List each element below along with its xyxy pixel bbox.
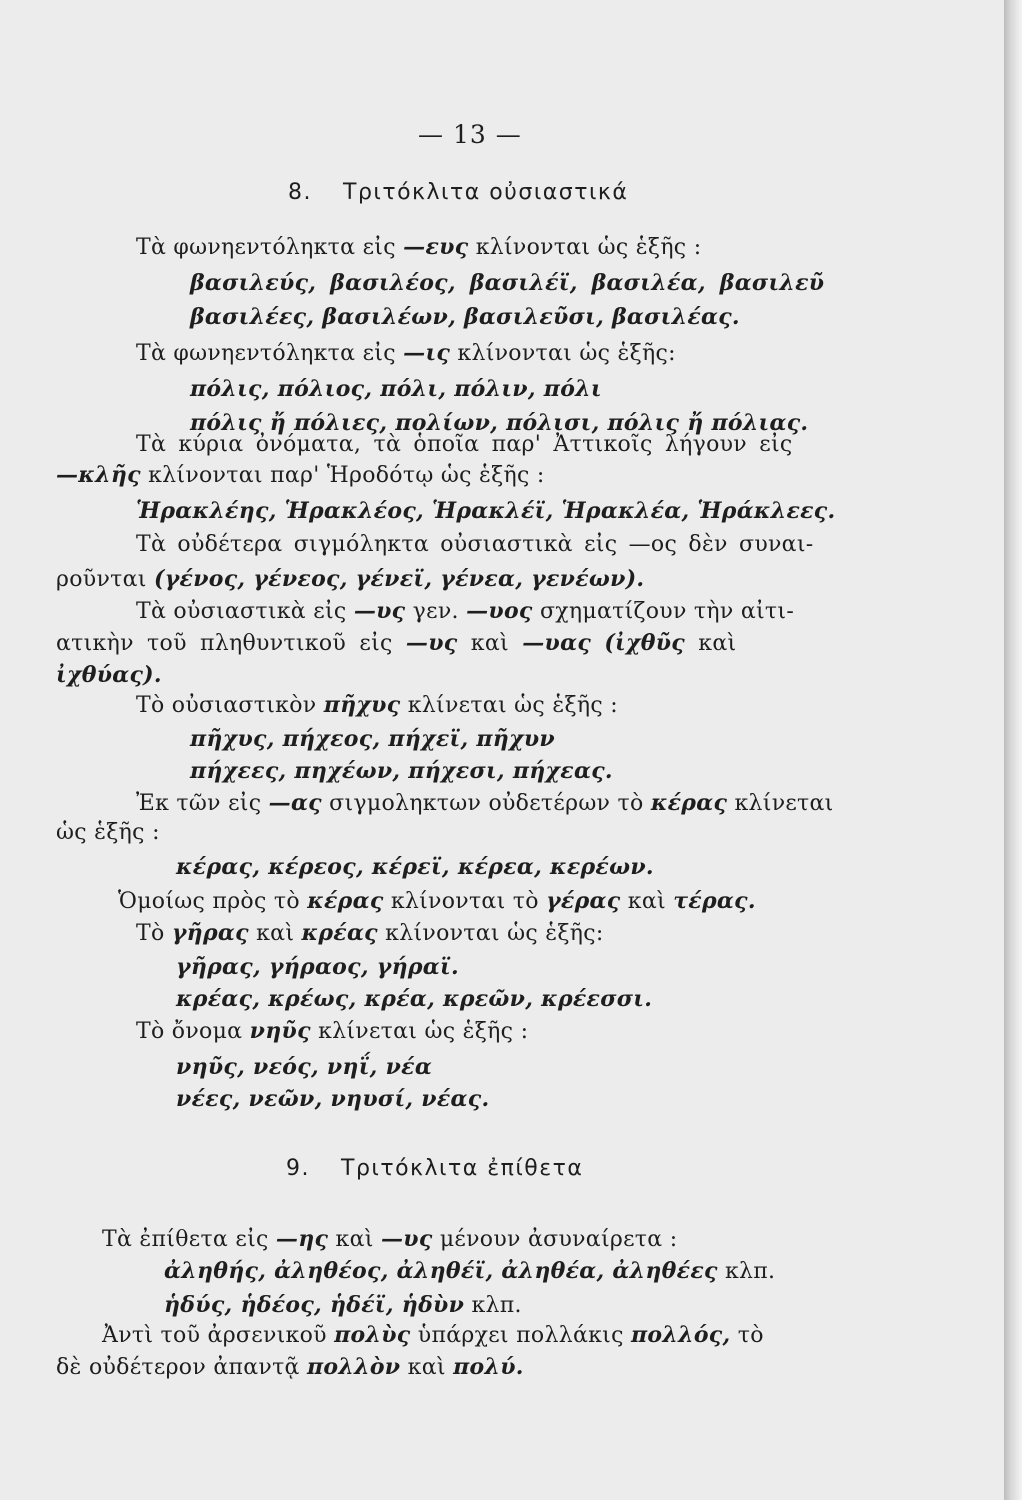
example-term: κέρας [307, 888, 384, 914]
declension-forms: ἡδύς, ἡδέος, ἡδέϊ, ἡδὺν [164, 1292, 465, 1318]
text-run: καὶ [256, 921, 295, 946]
text-run: Τὰ φωνηεντόληκτα εἰς [136, 235, 396, 260]
paragraph-line [56, 460, 545, 491]
declension-line: πόλις, πόλιος, πόλι, πόλιν, πόλι [190, 376, 602, 402]
example-term: γῆρας [171, 920, 249, 946]
text-run: ατικὴν τοῦ πληθυντικοῦ εἰς [56, 631, 393, 656]
text-run: κλίνονται ὡς ἑξῆς: [385, 921, 604, 946]
example-term: πολλός, [631, 1322, 731, 1348]
ending-term: —υος [466, 598, 533, 624]
text-run: γεν. [412, 599, 459, 624]
paragraph-line [136, 596, 794, 627]
text-run: Ἐκ τῶν εἰς [136, 791, 262, 816]
paragraph-line: Τὰ οὐδέτερα σιγμόληκτα οὐσιαστικὰ εἰς —ος δὲν συναι- [136, 532, 814, 557]
text-run: καὶ [470, 631, 509, 656]
paragraph-line: Τὰ κύρια ὀνόματα, τὰ ὁποῖα παρ' Ἀττικοῖς λήγουν εἰς [136, 432, 793, 457]
section-title: Τριτόκλιτα οὐσιαστικά [343, 180, 629, 205]
declension-line: κέρας, κέρεος, κέρεϊ, κέρεα, κερέων. [176, 854, 654, 880]
text-run: καὶ [698, 631, 737, 656]
example-term: ἰχθύας). [56, 662, 162, 688]
text-run: κλίνονται ὡς ἑξῆς : [475, 235, 702, 260]
text-run: Τὰ ἐπίθετα εἰς [102, 1227, 269, 1252]
page-number: — 13 — [418, 120, 522, 149]
example-term: νηῦς [249, 1018, 311, 1044]
text-run: σιγμοληκτων οὐδετέρων τὸ [329, 791, 644, 816]
text-run: κλίνονται παρ' Ἡροδότῳ ὡς ἑξῆς : [148, 463, 545, 488]
declension-line: πήχεες, πηχέων, πήχεσι, πήχεας. [190, 758, 613, 784]
text-run: σχηματίζουν τὴν αἰτι- [539, 599, 795, 624]
example-term: πολύ. [453, 1354, 524, 1380]
text-run: Τὸ οὐσιαστικὸν [136, 693, 317, 718]
text-run: Τὰ φωνηεντόληκτα εἰς [136, 341, 396, 366]
paragraph-line [136, 788, 834, 819]
ending-term: —υς [353, 598, 406, 624]
paragraph-line [136, 232, 701, 263]
paragraph-line [136, 1016, 528, 1047]
paragraph-line [136, 690, 618, 721]
section-heading [288, 178, 628, 208]
text-run: καὶ [627, 889, 666, 914]
ending-term: —υας [522, 630, 592, 656]
ending-term: —ης [275, 1226, 329, 1252]
declension-forms: ἀληθής, ἀληθέος, ἀληθέϊ, ἀληθέα, ἀληθέες [164, 1258, 718, 1284]
abbreviation: κλπ. [725, 1259, 776, 1284]
text-run: κλίνεται [734, 791, 834, 816]
section-number: 8. [288, 180, 312, 205]
text-run: ὑπάρχει πολλάκις [417, 1323, 624, 1348]
example-term: τέρας. [673, 888, 756, 914]
abbreviation: κλπ. [471, 1293, 522, 1318]
text-run: Τὸ [136, 921, 165, 946]
paragraph-line [56, 564, 644, 595]
example-term: γέρας [546, 888, 621, 914]
ending-term: —κλῆς [56, 462, 141, 488]
example-term: πολλὸν [307, 1354, 401, 1380]
paragraph-line [118, 886, 756, 917]
text-run: τὸ [737, 1323, 764, 1348]
text-run: Ὁμοίως πρὸς τὸ [118, 889, 300, 914]
declension-line: κρέας, κρέως, κρέα, κρεῶν, κρέεσσι. [176, 986, 653, 1012]
text-run: δὲ οὐδέτερον ἀπαντᾷ [56, 1355, 300, 1380]
page-edge [1004, 0, 1022, 1500]
text-run: κλίνονται τὸ [390, 889, 539, 914]
ending-term: —ις [403, 340, 451, 366]
declension-line: νέες, νεῶν, νηυσί, νέας. [176, 1086, 490, 1112]
paragraph-line: ὡς ἑξῆς : [56, 820, 160, 845]
declension-line: Ἡρακλέης, Ἡρακλέος, Ἡρακλέϊ, Ἡρακλέα, Ἡράκλεες. [136, 498, 836, 524]
paragraph-line [56, 628, 736, 659]
declension-line: νηῦς, νεός, νηΐ, νέα [176, 1054, 433, 1080]
text-run: μένουν ἀσυναίρετα : [439, 1227, 678, 1252]
declension-line: πόλις ἤ πόλιες, πολίων, πόλισι, πόλις ἤ πόλιας. [190, 410, 809, 436]
example-terms: (γένος, γένεος, γένεϊ, γένεα, γενέων). [153, 566, 645, 592]
paragraph-line [136, 338, 676, 369]
example-term: πῆχυς [323, 692, 401, 718]
ending-term: —υς [405, 630, 458, 656]
ending-term: —ευς [403, 234, 469, 260]
text-run: ροῦνται [56, 567, 147, 592]
declension-line: βασιλεύς, βασιλέος, βασιλέϊ, βασιλέα, βασιλεῦ [190, 270, 825, 296]
ending-term: —ας [268, 790, 322, 816]
text-run: κλίνονται ὡς ἑξῆς: [457, 341, 676, 366]
section-title: Τριτόκλιτα ἐπίθετα [341, 1156, 584, 1181]
example-term: πολὺς [334, 1322, 411, 1348]
section-number: 9. [286, 1156, 310, 1181]
text-run: κλίνεται ὡς ἑξῆς : [407, 693, 618, 718]
paragraph-line [136, 918, 604, 949]
paragraph-line [102, 1320, 764, 1351]
example-term: (ἰχθῦς [604, 630, 685, 656]
paragraph-line [56, 1352, 524, 1383]
paragraph-line [102, 1224, 677, 1255]
example-term: κέρας [650, 790, 728, 816]
text-run: κλίνεται ὡς ἑξῆς : [318, 1019, 529, 1044]
text-run: καὶ [407, 1355, 446, 1380]
text-run: Ἀντὶ τοῦ ἀρσενικοῦ [102, 1323, 327, 1348]
declension-line [164, 1256, 775, 1287]
ending-term: —υς [380, 1226, 433, 1252]
section-heading [286, 1154, 583, 1184]
declension-line: γῆρας, γήραος, γήραϊ. [176, 954, 459, 980]
text-run: Τὰ οὐσιαστικὰ εἰς [136, 599, 347, 624]
example-term: κρέας [301, 920, 378, 946]
text-run: Τὸ ὄνομα [136, 1019, 243, 1044]
declension-line: πῆχυς, πήχεος, πήχεϊ, πῆχυν [190, 726, 555, 752]
declension-line: βασιλέες, βασιλέων, βασιλεῦσι, βασιλέας. [190, 304, 740, 330]
text-run: καὶ [335, 1227, 374, 1252]
declension-line [164, 1290, 522, 1321]
